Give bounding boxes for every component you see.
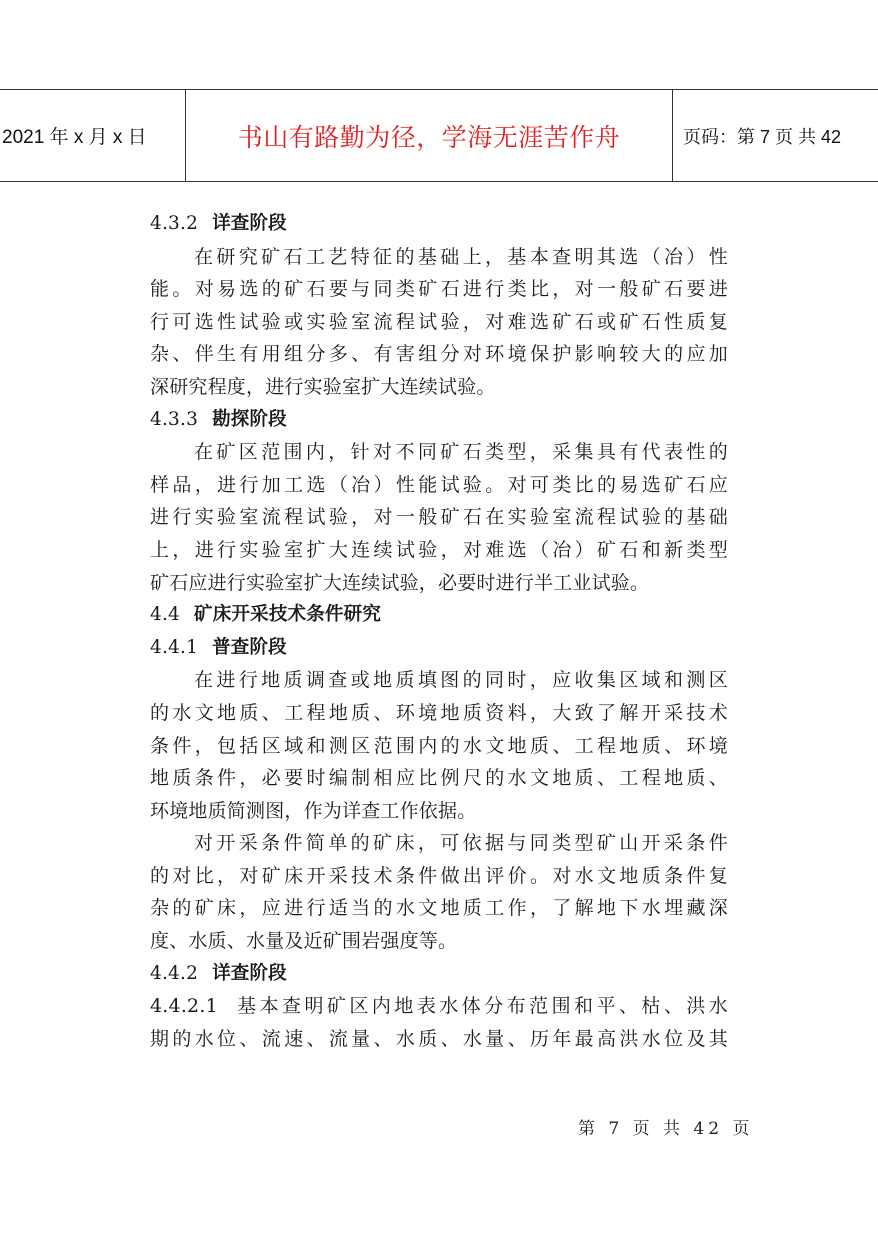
paragraph-line: 矿石应进行实验室扩大连续试验，必要时进行半工业试验。 (150, 571, 650, 594)
header-page-info: 页码：第 7 页 共 42 (683, 126, 842, 147)
section-heading-4-4-1 (150, 632, 728, 665)
paragraph-line: 在进行地质调查或地质填图的同时，应收集区域和测区 (194, 669, 728, 692)
paragraph-line: 在研究矿石工艺特征的基础上，基本查明其选（冶）性 (194, 245, 728, 268)
paragraph-line: 条件，包括区域和测区范围内的水文地质、工程地质、环境 (150, 734, 728, 757)
clause-text: 基本查明矿区内地表水体分布范围和平、枯、洪水 (233, 995, 728, 1018)
section-number: 4.4.2 (150, 962, 199, 984)
paragraph-line: 环境地质简测图，作为详查工作依据。 (150, 799, 477, 822)
paragraph-line: 对开采条件简单的矿床，可依据与同类型矿山开采条件 (194, 832, 728, 855)
section-heading-4-4 (150, 599, 728, 632)
paragraph-line (150, 990, 728, 1023)
section-title: 普查阶段 (212, 636, 287, 658)
clause-number: 4.4.2.1 (150, 995, 218, 1018)
paragraph-line: 进行实验室流程试验，对一般矿石在实验室流程试验的基础 (150, 506, 728, 529)
page-header (0, 89, 878, 182)
paragraph-line: 能。对易选的矿石要与同类矿石进行类比，对一般矿石要进 (150, 278, 728, 301)
paragraph-line: 的对比，对矿床开采技术条件做出评价。对水文地质条件复 (150, 864, 728, 887)
paragraph-line: 的水文地质、工程地质、环境地质资料，大致了解开采技术 (150, 701, 728, 724)
section-number: 4.3.3 (150, 408, 199, 430)
page-footer: 第 7 页 共 42 页 (578, 1119, 754, 1139)
paragraph-line: 杂、伴生有用组分多、有害组分对环境保护影响较大的应加 (150, 343, 728, 366)
section-number: 4.4 (150, 604, 181, 626)
section-number: 4.3.2 (150, 213, 199, 234)
paragraph-line: 样品，进行加工选（冶）性能试验。对可类比的易选矿石应 (150, 473, 728, 496)
paragraph-line: 杂的矿床，应进行适当的水文地质工作，了解地下水埋藏深 (150, 897, 728, 920)
section-title: 勘探阶段 (212, 408, 287, 430)
paragraph-line: 期的水位、流速、流量、水质、水量、历年最高洪水位及其 (150, 1027, 728, 1050)
paragraph-line: 行可选性试验或实验室流程试验，对难选矿石或矿石性质复 (150, 310, 728, 333)
header-motto: 书山有路勤为径，学海无涯苦作舟 (186, 90, 673, 181)
section-title: 详查阶段 (212, 213, 287, 234)
section-number: 4.4.1 (150, 636, 199, 658)
paragraph-line: 上，进行实验室扩大连续试验，对难选（冶）矿石和新类型 (150, 538, 728, 561)
section-heading-4-3-2 (150, 208, 728, 241)
section-heading-4-3-3 (150, 404, 728, 437)
paragraph-line: 深研究程度，进行实验室扩大连续试验。 (150, 375, 496, 398)
section-title: 详查阶段 (212, 962, 287, 984)
header-date: 2021 年 x 月 x 日 (0, 90, 186, 181)
paragraph-line: 在矿区范围内，针对不同矿石类型，采集具有代表性的 (194, 441, 728, 464)
section-heading-4-4-2 (150, 958, 728, 991)
section-title: 矿床开采技术条件研究 (194, 604, 382, 626)
paragraph-line: 地质条件，必要时编制相应比例尺的水文地质、工程地质、 (150, 767, 728, 790)
document-body (150, 208, 728, 1055)
paragraph-line: 度、水质、水量及近矿围岩强度等。 (150, 930, 458, 953)
